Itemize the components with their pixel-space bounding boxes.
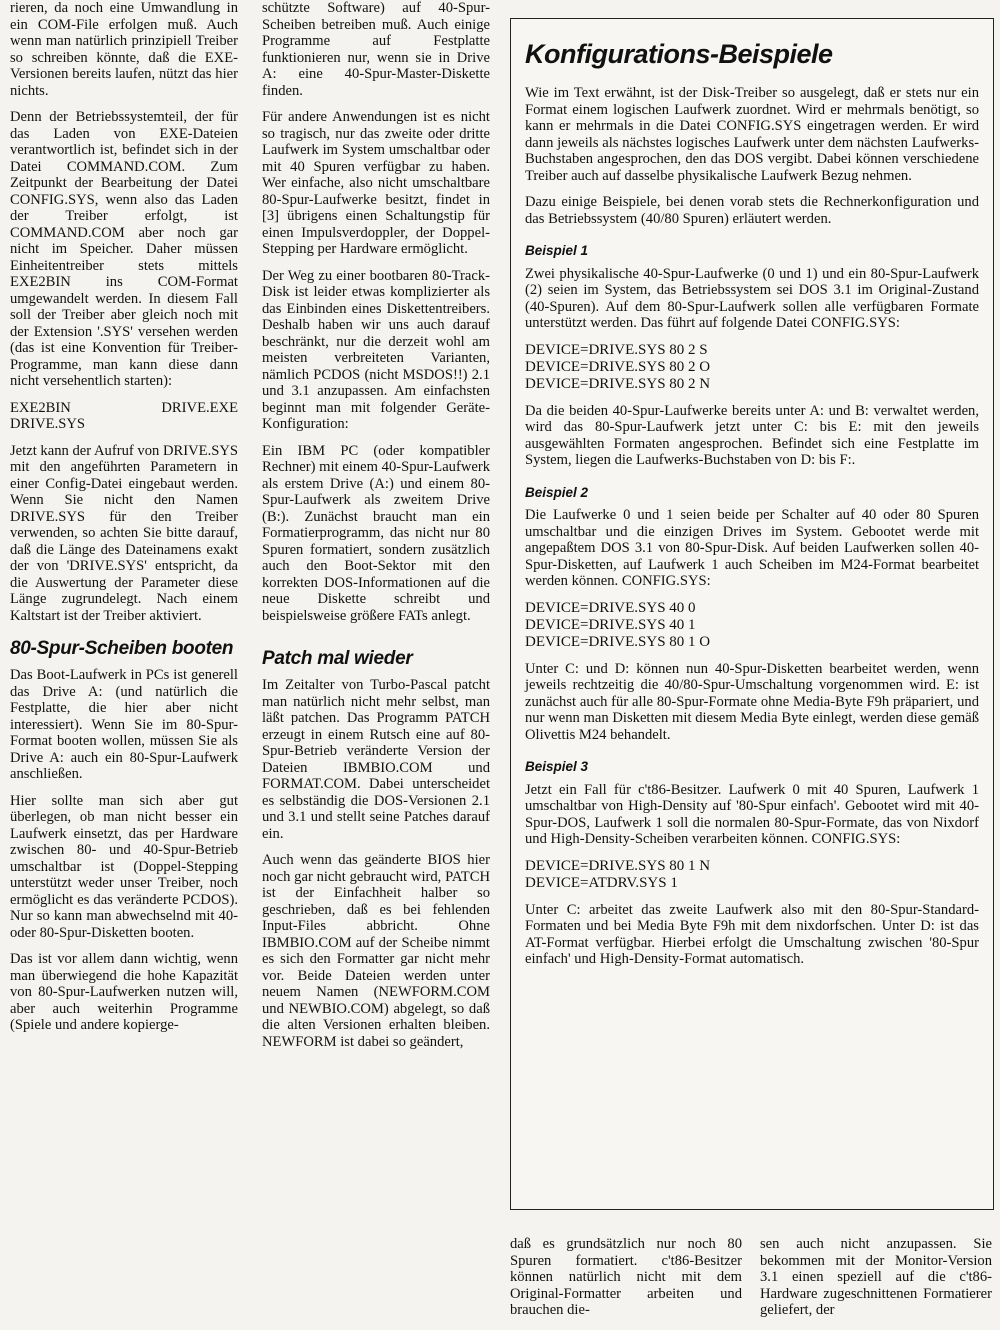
paragraph: Ein IBM PC (oder kompatibler Rechner) mit einem 40-Spur-Laufwerk als erstem Drive (A:) und einem 80-Spur-Laufwerk als zweitem Drive (B:). Zunächst braucht man ein Formatierprogramm, das nicht nur 80 Spuren formatiert, sondern zusätzlich auch den Boot-Sektor mit den korrekten DOS-Informationen auf die neue Diskette schreibt und beispielsweise größere FATs anlegt. [262,442,490,624]
column-3 [510,1236,742,1319]
config-code [525,342,979,393]
paragraph: Im Zeitalter von Turbo-Pascal patcht man natürlich nicht mehr selbst, man läßt patchen. Das Programm PATCH erzeugt in einem Rutsch eine auf 80-Spur-Betrieb veränderte Version der Dateien IBMBIO.COM und FORMAT.COM. Dabei unterscheidet es selbständig die DOS-Versionen 2.1 und 3.1 und stellt seine Patches darauf ein. [262,677,490,842]
paragraph: Wie im Text erwähnt, ist der Disk-Treiber so ausgelegt, daß er stets nur ein Format einem logischen Laufwerk zuordnet. Wird er mehrmals benötigt, so kann er mehrmals in die Datei CONFIG.SYS eingetragen werden. Er wird dann jeweils als nächstes logisches Laufwerk unter dem nächsten Laufwerks-Buchstaben angesprochen, den das DOS vergibt. Dabei können verschiedene Treiber auch auf dasselbe physikalische Laufwerk Bezug nehmen. [525,85,979,184]
code-line: DEVICE=DRIVE.SYS 80 2 S [525,341,708,358]
section-heading: 80-Spur-Scheiben booten [10,638,234,659]
code-line: DRIVE.SYS [10,416,86,432]
paragraph: Der Weg zu einer bootbaren 80-Track-Disk ist leider etwas komplizierter als das Einbinden eines Diskettentreibers. Deshalb haben wir uns auch darauf beschränkt, nur die derzeit wohl am meisten verbreiteten Varianten, nämlich PCDOS (nicht MSDOS!!) 2.1 und 3.1 anzupassen. Am einfachsten beginnt man mit folgender Geräte-Konfiguration: [262,267,490,432]
paragraph: Unter C: arbeitet das zweite Laufwerk also mit den 80-Spur-Standard-Formaten und bei Media Byte F9h mit dem nixdorfschen. Unter D: ist das AT-Format verfügbar. Hierbei erfolgt die Umschaltung zwischen '80-Spur einfach' und High-Density-Format automatisch. [525,901,979,967]
section-heading: Patch mal wieder [262,648,413,669]
paragraph: Denn der Betriebssystemteil, der für das Laden von EXE-Dateien verantwortlich ist, befindet sich in der Datei COMMAND.COM. Zum Zeitpunkt der Bearbeitung der Datei CONFIG.SYS, wenn also das Laden der Treiber erfolgt, ist COMMAND.COM aber noch gar nicht im Speicher. Daher müssen Einheitentreiber stets mittels EXE2BIN ins COM-Format umgewandelt werden. In diesem Fall soll der Treiber aber gleich noch mit der Extension '.SYS' versehen werden (das ist eine Konvention für Treiber-Programme, man kann diese dann nicht versehentlich starten): [10,109,238,389]
example-heading: Beispiel 2 [525,484,589,500]
example-heading: Beispiel 3 [525,759,589,774]
code-command: EXE2BIN [10,399,71,416]
box-title: Konfigurations-Beispiele [525,39,833,69]
column-2 [262,0,490,1060]
paragraph: Dazu einige Beispiele, bei denen vorab stets die Rechnerkonfiguration und das Betriebssystem (40/80 Spuren) erläutert werden. [525,194,979,227]
paragraph: rieren, da noch eine Umwandlung in ein COM-File erfolgen muß. Auch wenn man natürlich prinzipiell Treiber so schreiben könnte, daß die EXE-Versionen bereits laufen, nützt das hier nichts. [10,0,238,99]
code-argument: DRIVE.EXE [161,399,238,416]
paragraph: Zwei physikalische 40-Spur-Laufwerke (0 und 1) und ein 80-Spur-Laufwerk (2) seien im System, das Betriebssystem sei DOS 3.1 im Original-Zustand (40-Spuren). Auf dem 80-Spur-Laufwerk sollen alle verfügbaren Formate unterstützt werden. Das führt auf folgende Datei CONFIG.SYS: [525,265,979,331]
paragraph: Das Boot-Laufwerk in PCs ist generell das Drive A: (und natürlich die Festplatte, die hier aber nicht interessiert). Wenn Sie im 80-Spur-Format booten wollen, müssen Sie als Drive A: auch ein 80-Spur-Laufwerk anschließen. [10,667,238,782]
code-block [10,400,238,433]
paragraph: Das ist vor allem dann wichtig, wenn man überwiegend die hohe Kapazität von 80-Spur-Laufwerken nutzen will, aber auch weiterhin Programme (Spiele und andere kopierge- [10,951,238,1033]
paragraph: Jetzt kann der Aufruf von DRIVE.SYS mit den angeführten Parametern in einer Config-Datei eingebaut werden. Wenn Sie nicht den Namen DRIVE.SYS für den Treiber verwenden, so achten Sie bitte darauf, daß die Länge des Dateinamens exakt der von 'DRIVE.SYS' entspricht, da die Auswertung der Parameter diese Länge zugrundelegt. Nach einem Kaltstart ist der Treiber aktiviert. [10,442,238,624]
config-code [525,600,979,651]
code-line: DEVICE=DRIVE.SYS 80 1 O [525,633,711,650]
code-line: DEVICE=DRIVE.SYS 40 0 [525,599,696,616]
code-line: DEVICE=ATDRV.SYS 1 [525,874,678,891]
paragraph: Hier sollte man sich aber gut überlegen, ob man nicht besser ein Laufwerk einsetzt, das per Hardware zwischen 80- und 40-Spur-Betrieb umschaltbar ist (Doppel-Stepping unterstützt weder unser Treiber, noch ermöglicht es das veränderte PCDOS). Nur so kann man abwechselnd mit 40- oder 80-Spur-Disketten booten. [10,792,238,941]
column-1 [10,0,238,1044]
config-code [525,858,979,892]
paragraph: Die Laufwerke 0 und 1 seien beide per Schalter auf 40 oder 80 Spuren umschaltbar und die einzigen Drives im System. Gebootet werde mit angepaßtem DOS 3.1 von 80-Spur-Disk. Auf beiden Laufwerken sollen 40-Spur-Disketten, auf Laufwerk 1 auch Scheiben im M24-Format bearbeitet werden können. CONFIG.SYS: [525,507,979,589]
paragraph: daß es grundsätzlich nur noch 80 Spuren formatiert. c't86-Besitzer können natürlich nicht mit dem Original-Formatter arbeiten und brauchen die- [510,1236,742,1318]
example-heading: Beispiel 1 [525,243,589,258]
code-line: DEVICE=DRIVE.SYS 80 2 O [525,358,711,375]
paragraph: Unter C: und D: können nun 40-Spur-Disketten bearbeitet werden, wenn jeweils rechtzeitig die 40/80-Spur-Umschaltung vorgenommen wird. E: ist zunächst auch für alle 80-Spur-Formate ohne Media-Byte F9h präpariert, und nur wenn man Disketten mit diesem Media Byte einlegt, werden diese gemäß Olivettis M24 behandelt. [525,660,979,743]
paragraph: Für andere Anwendungen ist es nicht so tragisch, nur das zweite oder dritte Laufwerk im System umschaltbar oder mit 40 Spuren verfügbar zu haben. Wer einfache, also nicht umschaltbare 80-Spur-Laufwerke besitzt, findet in [3] übrigens einen Schaltungstip für einen Impulsverdoppler, der Doppel-Stepping per Hardware ermöglicht. [262,109,490,257]
code-line: DEVICE=DRIVE.SYS 40 1 [525,616,696,633]
paragraph: schützte Software) auf 40-Spur-Scheiben betreiben muß. Auch einige Programme auf Festplatte funktionieren nur, wenn sie in Drive A: eine 40-Spur-Master-Diskette finden. [262,0,490,99]
column-4 [760,1236,992,1319]
sidebar-box [510,18,994,1210]
paragraph: Jetzt ein Fall für c't86-Besitzer. Laufwerk 0 mit 40 Spuren, Laufwerk 1 umschaltbar von High-Density auf '80-Spur einfach'. Gebootet wird mit 40-Spur-DOS, Laufwerk 1 soll die normalen 80-Spur-Formate, das von Nixdorf und High-Density-Scheiben verarbeiten können. CONFIG.SYS: [525,781,979,847]
paragraph: Auch wenn das geänderte BIOS hier noch gar nicht gebraucht wird, PATCH ist der Einfachheit halber so geschrieben, daß es bei fehlenden Input-Files abbricht. Ohne IBMBIO.COM auf der Scheibe nimmt es sich den Formatter gar nicht mehr vor. Beide Dateien werden unter neuem Namen (NEWFORM.COM und NEWBIO.COM) abgelegt, so daß die alten Versionen erhalten bleiben. NEWFORM ist dabei so geändert, [262,852,490,1050]
code-line: DEVICE=DRIVE.SYS 80 1 N [525,857,711,874]
paragraph: Da die beiden 40-Spur-Laufwerke bereits unter A: und B: verwaltet werden, wird das 80-Spur-Laufwerk jetzt unter C: bis E: mit den jeweils ausgewählten Formaten angesprochen. Befindet sich eine Festplatte im System, liegen die Laufwerks-Buchstaben von D: bis F:. [525,402,979,468]
code-line: DEVICE=DRIVE.SYS 80 2 N [525,375,711,392]
paragraph: sen auch nicht anzupassen. Sie bekommen mit der Monitor-Version 3.1 einen speziell auf die c't86-Hardware zugeschnittenen Formatierer geliefert, der [760,1236,992,1318]
